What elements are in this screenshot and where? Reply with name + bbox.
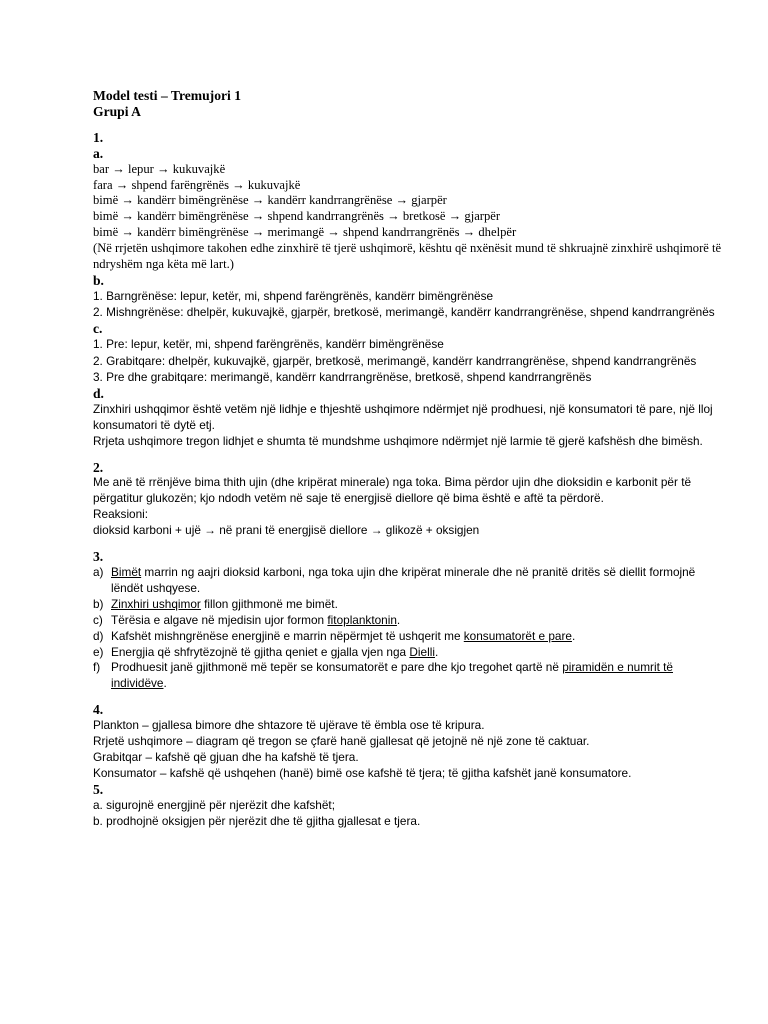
list-item: e) Energjia që shfrytëzojnë të gjitha qeniet e gjalla vjen nga Dielli. xyxy=(93,644,439,659)
list-marker: f) xyxy=(93,660,101,675)
list-item: c) Tërësia e algave në mjedisin ujor formon fitoplanktonin. xyxy=(93,612,401,627)
answer-line: 2. Grabitqare: dhelpër, kukuvajkë, gjarpër, bretkosë, merimangë, kandërr kandrrangrënëse, shpend kandrrangrënës xyxy=(93,353,697,368)
underlined-term: piramidën e numrit të individëve xyxy=(111,660,673,691)
question-1a-label: a. xyxy=(93,145,104,161)
underlined-term: Bimët xyxy=(111,564,142,579)
question-2 xyxy=(93,460,728,540)
food-chain-line: bimë → kandërr bimëngrënëse → merimangë → shpend kandrrangrënës → dhelpër xyxy=(93,225,517,240)
question-3-number: 3. xyxy=(93,549,104,565)
question-1a-note: (Në rrjetën ushqimore takohen edhe zinxhirë të tjerë ushqimorë, kështu që nxënësit mund të shkruajnë zinxhirë ushqimorë të ndryshëm nga këta më lart.) xyxy=(93,241,722,272)
underlined-term: Dielli xyxy=(409,644,435,659)
answer-paragraph: Rrjeta ushqimore tregon lidhjet e shumta të mundshme ushqimore ndërmjet një larmie të gjerë kafshësh dhe bimësh. xyxy=(93,433,703,448)
answer-line: 1. Pre: lepur, ketër, mi, shpend farëngrënës, kandërr bimëngrënëse xyxy=(93,336,444,351)
answer-line: 2. Mishngrënëse: dhelpër, kukuvajkë, gjarpër, bretkosë, merimangë, kandërr kandrrangrënëse, shpend kandrrangrënës xyxy=(93,304,715,319)
answer-paragraph: Me anë të rrënjëve bima thith ujin (dhe kripërat minerale) nga toka. Bima përdor ujin dhe dioksidin e karbonit për të përgatitur glukozën; kjo ndodh vetëm në saje të energjisë diellore që bima është e aftë ta përdorë. xyxy=(93,475,692,506)
definition-line: Konsumator – kafshë që ushqehen (hanë) bimë ose kafshë të tjera; të gjitha kafshët janë konsumatore. xyxy=(93,765,632,780)
question-2-number: 2. xyxy=(93,459,104,475)
question-3 xyxy=(93,549,728,692)
reaction-equation: dioksid karboni + ujë → në prani të energjisë diellore → glikozë + oksigjen xyxy=(93,523,480,538)
definition-line: Grabitqar – kafshë që gjuan dhe ha kafshë të tjera. xyxy=(93,749,359,764)
question-4 xyxy=(93,702,728,782)
list-item: a) Bimët marrin ng aajri dioksid karboni, nga toka ujin dhe kripërat minerale dhe në pranitë dritës së diellit formojnë lëndët ushqyese. xyxy=(93,564,696,595)
list-item: f) Prodhuesit janë gjithmonë më tepër se konsumatorët e pare dhe kjo tregohet qartë në piramidën e numrit të individëve. xyxy=(93,660,673,691)
answer-line: 3. Pre dhe grabitqare: merimangë, kandërr kandrrangrënëse, bretkosë, shpend kandrrangrënës xyxy=(93,370,592,384)
answer-paragraph: Zinxhiri ushqqimor është vetëm një lidhje e thjeshtë ushqimore ndërmjet një prodhuesi, një konsumatori të pare, një lloj konsumatori të dytë etj. xyxy=(93,401,713,432)
list-marker: e) xyxy=(93,644,104,659)
list-marker: d) xyxy=(93,628,104,643)
food-chain-line: fara → shpend farëngrënës → kukuvajkë xyxy=(93,177,301,192)
underlined-term: Zinxhiri ushqimor xyxy=(111,596,201,611)
list-marker: b) xyxy=(93,596,104,611)
question-1-number: 1. xyxy=(93,129,104,145)
definition-line: Plankton – gjallesa bimore dhe shtazore të ujërave të ëmbla ose të kripura. xyxy=(93,718,485,733)
definition-line: Rrjetë ushqimore – diagram që tregon se çfarë hanë gjallesat që jetojnë në një zone të caktuar. xyxy=(93,734,590,749)
answer-list xyxy=(93,565,728,692)
question-1 xyxy=(93,130,728,450)
answer-line: 1. Barngrënëse: lepur, ketër, mi, shpend farëngrënës, kandërr bimëngrënëse xyxy=(93,288,494,303)
list-item: b) Zinxhiri ushqimor fillon gjithmonë me bimët. xyxy=(93,596,338,611)
food-chain-line: bimë → kandërr bimëngrënëse → kandërr kandrrangrënëse → gjarpër xyxy=(93,193,447,208)
question-5-number: 5. xyxy=(93,781,104,797)
question-1c-label: c. xyxy=(93,320,103,336)
food-chain-line: bar → lepur → kukuvajkë xyxy=(93,161,226,176)
food-chain-line: bimë → kandërr bimëngrënëse → shpend kandrrangrënës → bretkosë → gjarpër xyxy=(93,209,501,224)
answer-line: b. prodhojnë oksigjen për njerëzit dhe të gjitha gjallesat e tjera. xyxy=(93,813,421,828)
question-5 xyxy=(93,782,728,830)
list-marker: a) xyxy=(93,564,104,579)
reaction-label: Reaksioni: xyxy=(93,507,149,522)
document-subtitle: Grupi A xyxy=(93,103,141,119)
question-1d-label: d. xyxy=(93,385,104,401)
answer-line: a. sigurojnë energjinë për njerëzit dhe kafshët; xyxy=(93,797,335,812)
document-title: Model testi – Tremujori 1 xyxy=(93,88,241,103)
question-1b-label: b. xyxy=(93,272,104,288)
list-marker: c) xyxy=(93,612,103,627)
underlined-term: konsumatorët e pare xyxy=(463,628,572,643)
question-4-number: 4. xyxy=(93,702,104,718)
underlined-term: fitoplanktonin xyxy=(327,612,397,627)
list-item: d) Kafshët mishngrënëse energjinë e marrin nëpërmjet të ushqerit me konsumatorët e pare. xyxy=(93,628,576,643)
